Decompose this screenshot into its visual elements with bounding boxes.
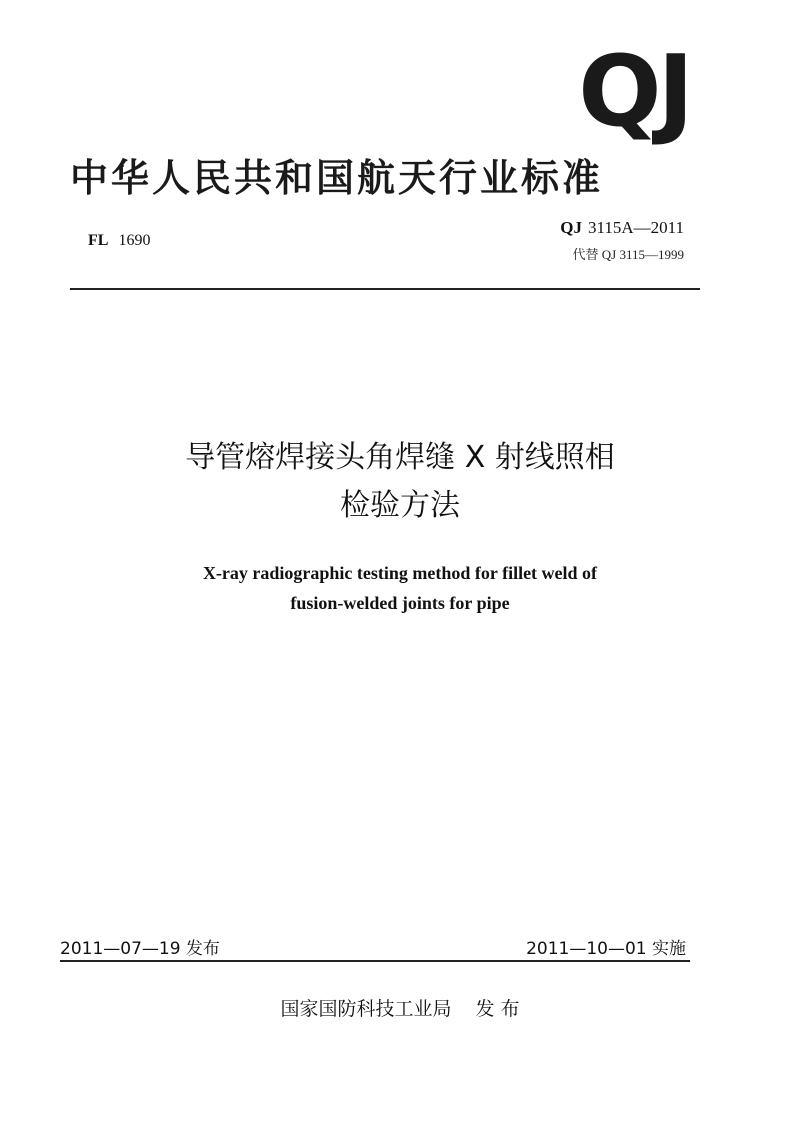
english-title-line1: X-ray radiographic testing method for fillet weld of — [202, 563, 598, 583]
replaces-standard: 代替 QJ 3115—1999 — [572, 247, 684, 262]
org-title: 中华人民共和国航天行业标准 — [70, 156, 604, 200]
english-title-line2: fusion-welded joints for pipe — [290, 593, 510, 613]
chinese-title-line1: 导管熔焊接头角焊缝 X 射线照相 — [185, 440, 615, 475]
issue-date: 2011—07—19 发布 — [60, 939, 220, 959]
classification-prefix: FL — [88, 232, 109, 249]
standard-number — [470, 218, 684, 238]
classification-number: 1690 — [118, 232, 151, 249]
effective-date: 2011—10—01 实施 — [526, 939, 686, 959]
qj-logo: QJ — [578, 35, 690, 149]
issuer-name: 国家国防科技工业局 — [280, 998, 452, 1020]
top-divider — [70, 288, 700, 290]
bottom-divider — [60, 960, 690, 962]
standard-prefix: QJ — [560, 218, 582, 237]
issuing-authority — [90, 994, 710, 1021]
standard-code: 3115A—2011 — [587, 218, 684, 237]
issuer-action: 发 布 — [475, 998, 520, 1020]
classification-code — [88, 232, 150, 250]
english-title — [90, 558, 710, 618]
chinese-title — [90, 434, 710, 530]
chinese-title-line2: 检验方法 — [340, 488, 460, 523]
